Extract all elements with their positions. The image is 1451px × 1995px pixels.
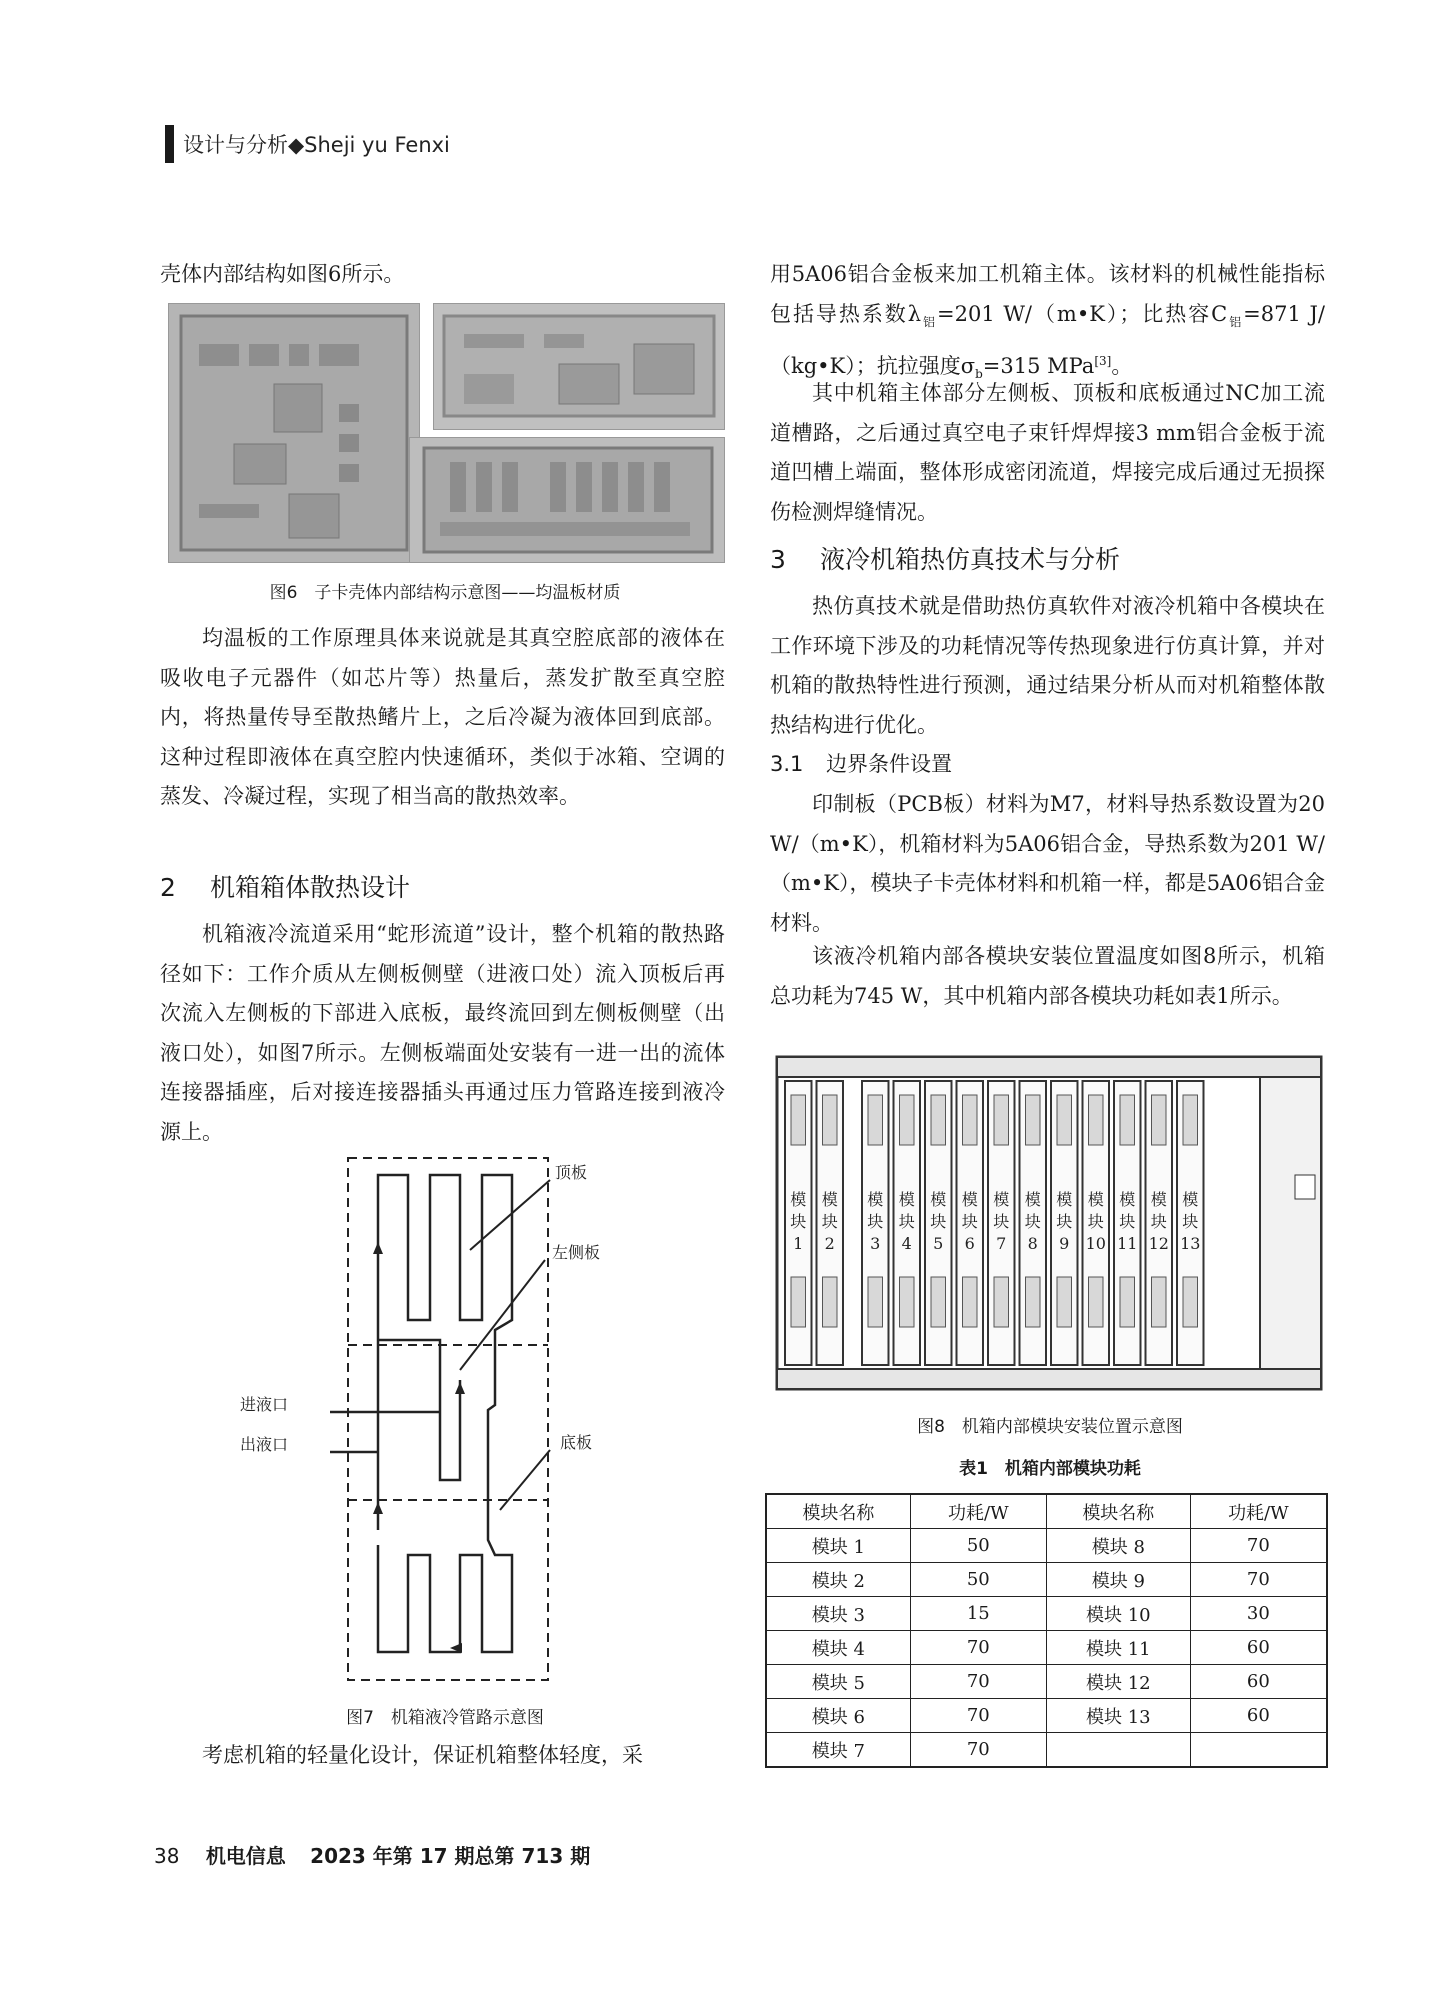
fig8-module-handle (868, 1277, 883, 1327)
fig8-module-handle (1152, 1095, 1167, 1145)
table-cell: 70 (1190, 1529, 1327, 1563)
fig8-module-label: 7 (996, 1234, 1007, 1253)
fig8-module-handle (1089, 1277, 1104, 1327)
fig7-label-inlet: 进液口 (240, 1395, 289, 1414)
table-cell: 模块 13 (1046, 1699, 1190, 1733)
table-cell: 模块 1 (766, 1529, 910, 1563)
fig7-label-bottom: 底板 (560, 1433, 593, 1452)
table-cell: 模块 3 (766, 1597, 910, 1631)
fig8-module-handle (900, 1277, 915, 1327)
fig8-module-handle (994, 1095, 1009, 1145)
section-3-1-number: 3.1 (770, 752, 804, 776)
fig8-module-label: 模 (867, 1190, 884, 1209)
journal-name: 机电信息 (205, 1844, 286, 1868)
fig8-module-label: 模 (961, 1190, 978, 1209)
fig8-module-label: 5 (933, 1234, 944, 1253)
fig8-module-handle (1057, 1277, 1072, 1327)
fig8-module-label: 块 (1056, 1212, 1073, 1231)
left-paragraph-2: 机箱液冷流道采用“蛇形流道”设计，整个机箱的散热路径如下：工作介质从左侧板侧壁（进液口处）流入顶板后再次流入左侧板的下部进入底板，最终流回到左侧板侧壁（出液口处），如图7所示。左侧板端面处安装有一进一出的流体连接器插座，后对接连接器插头再通过压力管路连接到液冷源上。 (160, 922, 725, 1144)
fig7-caption: 图7 机箱液冷管路示意图 (346, 1708, 544, 1728)
table1 (765, 1493, 1328, 1768)
fig8-module-handle (868, 1095, 883, 1145)
table-cell: 50 (910, 1529, 1046, 1563)
fig8-module-handle (900, 1095, 915, 1145)
fig8-module-label: 块 (1087, 1212, 1104, 1231)
fig8-module-handle (1120, 1095, 1135, 1145)
fig8-module-label: 6 (964, 1234, 975, 1253)
fig8-diagram (775, 1055, 1323, 1391)
fig8-module-handle (1183, 1277, 1198, 1327)
left-paragraph-1: 均温板的工作原理具体来说就是其真空腔底部的液体在吸收电子元器件（如芯片等）热量后，蒸发扩散至真空腔内，将热量传导至散热鳍片上，之后冷凝为液体回到底部。这种过程即液体在真空腔内快速循环，类似于冰箱、空调的蒸发、冷凝过程，实现了相当高的散热效率。 (160, 626, 725, 809)
fig8-module-handle (931, 1277, 946, 1327)
table-cell: 模块 11 (1046, 1631, 1190, 1665)
table-row (766, 1631, 1327, 1665)
fig8-module-label: 块 (930, 1212, 947, 1231)
table-cell: 70 (910, 1699, 1046, 1733)
fig8-module-label: 12 (1148, 1234, 1169, 1253)
fig8-module-label: 块 (1024, 1212, 1041, 1231)
section-3-1-title: 边界条件设置 (826, 752, 952, 776)
right-paragraph-3: 热仿真技术就是借助热仿真软件对液冷机箱中各模块在工作环境下涉及的功耗情况等传热现象进行仿真计算，并对机箱的散热特性进行预测，通过结果分析从而对机箱整体散热结构进行优化。 (770, 594, 1325, 737)
fig8-module-label: 模 (898, 1190, 915, 1209)
fig8-module-label: 块 (1150, 1212, 1167, 1231)
table-cell: 模块 4 (766, 1631, 910, 1665)
table-cell: 60 (1190, 1699, 1327, 1733)
fig7-diagram (230, 1150, 660, 1690)
fig6-caption: 图6 子卡壳体内部结构示意图——均温板材质 (269, 583, 621, 603)
left-paragraph-3: 考虑机箱的轻量化设计，保证机箱整体轻度，采 (202, 1743, 643, 1767)
journal-issue: 2023 年第 17 期总第 713 期 (310, 1844, 591, 1868)
fig8-module-label: 块 (961, 1212, 978, 1231)
fig8-module-handle (1026, 1095, 1041, 1145)
table-row (766, 1529, 1327, 1563)
right-paragraph-1: 用5A06铝合金板来加工机箱主体。该材料的机械性能指标包括导热系数$\lambda_铝=201$ W/（m•K）；比热容$C_铝=871$ J/（kg•K）；抗拉强度$\sigma_b=315$ MPa[3]。 (770, 262, 1325, 382)
table-row (766, 1699, 1327, 1733)
table-cell: 70 (910, 1665, 1046, 1699)
fig8-module-handle (823, 1095, 838, 1145)
fig8-module-handle (1057, 1095, 1072, 1145)
fig8-module-label: 模 (790, 1190, 807, 1209)
right-paragraph-5: 该液冷机箱内部各模块安装位置温度如图8所示，机箱总功耗为745 W，其中机箱内部各模块功耗如表1所示。 (770, 944, 1325, 1008)
fig8-module-label: 块 (1182, 1212, 1199, 1231)
page-footer (154, 1840, 590, 1869)
fig8-caption: 图8 机箱内部模块安装位置示意图 (917, 1417, 1183, 1437)
fig8-module-label: 模 (821, 1190, 838, 1209)
fig8-module-label: 模 (1087, 1190, 1104, 1209)
table-row (766, 1665, 1327, 1699)
table-cell (1190, 1733, 1327, 1768)
fig8-module-handle (931, 1095, 946, 1145)
fig8-module-handle (1089, 1095, 1104, 1145)
fig8-module-label: 块 (790, 1212, 807, 1231)
table-cell: 模块 6 (766, 1699, 910, 1733)
fig8-module-label: 模 (1150, 1190, 1167, 1209)
section-2-number: 2 (160, 873, 176, 902)
fig7-label-left-side: 左侧板 (552, 1243, 601, 1262)
fig8-module-label: 8 (1027, 1234, 1038, 1253)
fig6-photo-right-bottom (409, 437, 725, 563)
fig8-module-handle (994, 1277, 1009, 1327)
fig8-module-label: 模 (930, 1190, 947, 1209)
fig8-module-handle (1183, 1095, 1198, 1145)
fig8-module-handle (963, 1277, 978, 1327)
table-cell: 15 (910, 1597, 1046, 1631)
fig7-label-outlet: 出液口 (240, 1435, 289, 1454)
fig8-module-label: 3 (870, 1234, 881, 1253)
fig8-module-label: 模 (1119, 1190, 1136, 1209)
table-header-cell: 功耗/W (910, 1494, 1046, 1529)
table-cell (1046, 1733, 1190, 1768)
section-2-title: 机箱箱体散热设计 (210, 873, 411, 902)
section-3-number: 3 (770, 545, 786, 574)
fig8-module-handle (1026, 1277, 1041, 1327)
fig8-module-label: 模 (1024, 1190, 1041, 1209)
table-row (766, 1563, 1327, 1597)
fig8-module-label: 模 (993, 1190, 1010, 1209)
table-cell: 70 (910, 1733, 1046, 1768)
left-intro: 壳体内部结构如图6所示。 (160, 262, 405, 286)
section-3-title: 液冷机箱热仿真技术与分析 (820, 545, 1121, 574)
fig8-module-label: 块 (993, 1212, 1010, 1231)
fig7-label-top: 顶板 (555, 1163, 588, 1182)
table-cell: 60 (1190, 1665, 1327, 1699)
table-cell: 模块 12 (1046, 1665, 1190, 1699)
fig8-module-handle (963, 1095, 978, 1145)
fig8-module-label: 模 (1182, 1190, 1199, 1209)
table-header-row (766, 1494, 1327, 1529)
fig8-module-label: 模 (1056, 1190, 1073, 1209)
table-cell: 模块 5 (766, 1665, 910, 1699)
fig8-module-label: 块 (821, 1212, 838, 1231)
fig8-module-label: 1 (793, 1234, 804, 1253)
table-cell: 70 (910, 1631, 1046, 1665)
fig8-module-handle (791, 1095, 806, 1145)
table-cell: 模块 7 (766, 1733, 910, 1768)
table-cell: 模块 9 (1046, 1563, 1190, 1597)
header-section: 设计与分析◆Sheji yu Fenxi (183, 133, 450, 157)
fig8-module-label: 块 (1119, 1212, 1136, 1231)
fig8-module-label: 13 (1180, 1234, 1201, 1253)
fig8-module-handle (823, 1277, 838, 1327)
section-3-heading (770, 540, 1120, 576)
table-row (766, 1733, 1327, 1768)
header-bar (165, 125, 174, 163)
table1-caption: 表1 机箱内部模块功耗 (959, 1459, 1141, 1479)
section-2-heading (160, 868, 410, 904)
table-row (766, 1597, 1327, 1631)
section-3-1-heading (770, 748, 952, 778)
table-cell: 模块 8 (1046, 1529, 1190, 1563)
fig6-photo-left (168, 303, 420, 563)
running-header (165, 124, 450, 164)
table-header-cell: 功耗/W (1190, 1494, 1327, 1529)
right-paragraph-4: 印制板（PCB板）材料为M7，材料导热系数设置为20 W/（m•K），机箱材料为5A06铝合金，导热系数为201 W/（m•K），模块子卡壳体材料和机箱一样，都是5A06铝合金材料。 (770, 792, 1325, 935)
right-paragraph-2: 其中机箱主体部分左侧板、顶板和底板通过NC加工流道槽路，之后通过真空电子束钎焊焊接3 mm铝合金板于流道凹槽上端面，整体形成密闭流道，焊接完成后通过无损探伤检测焊缝情况。 (770, 381, 1325, 524)
fig8-module-label: 10 (1085, 1234, 1106, 1253)
fig8-module-label: 2 (824, 1234, 835, 1253)
table-header-cell: 模块名称 (1046, 1494, 1190, 1529)
fig8-module-label: 4 (901, 1234, 912, 1253)
table-cell: 模块 10 (1046, 1597, 1190, 1631)
table-cell: 60 (1190, 1631, 1327, 1665)
fig8-module-handle (1120, 1277, 1135, 1327)
table-header-cell: 模块名称 (766, 1494, 910, 1529)
fig6-photo-right-top (433, 303, 725, 430)
fig8-module-label: 11 (1117, 1234, 1138, 1253)
table-cell: 70 (1190, 1563, 1327, 1597)
fig8-module-label: 9 (1059, 1234, 1070, 1253)
fig8-module-label: 块 (867, 1212, 884, 1231)
table-cell: 50 (910, 1563, 1046, 1597)
fig8-module-handle (791, 1277, 806, 1327)
fig8-module-handle (1152, 1277, 1167, 1327)
fig8-module-label: 块 (898, 1212, 915, 1231)
table-cell: 30 (1190, 1597, 1327, 1631)
page-number: 38 (154, 1844, 180, 1868)
table-cell: 模块 2 (766, 1563, 910, 1597)
